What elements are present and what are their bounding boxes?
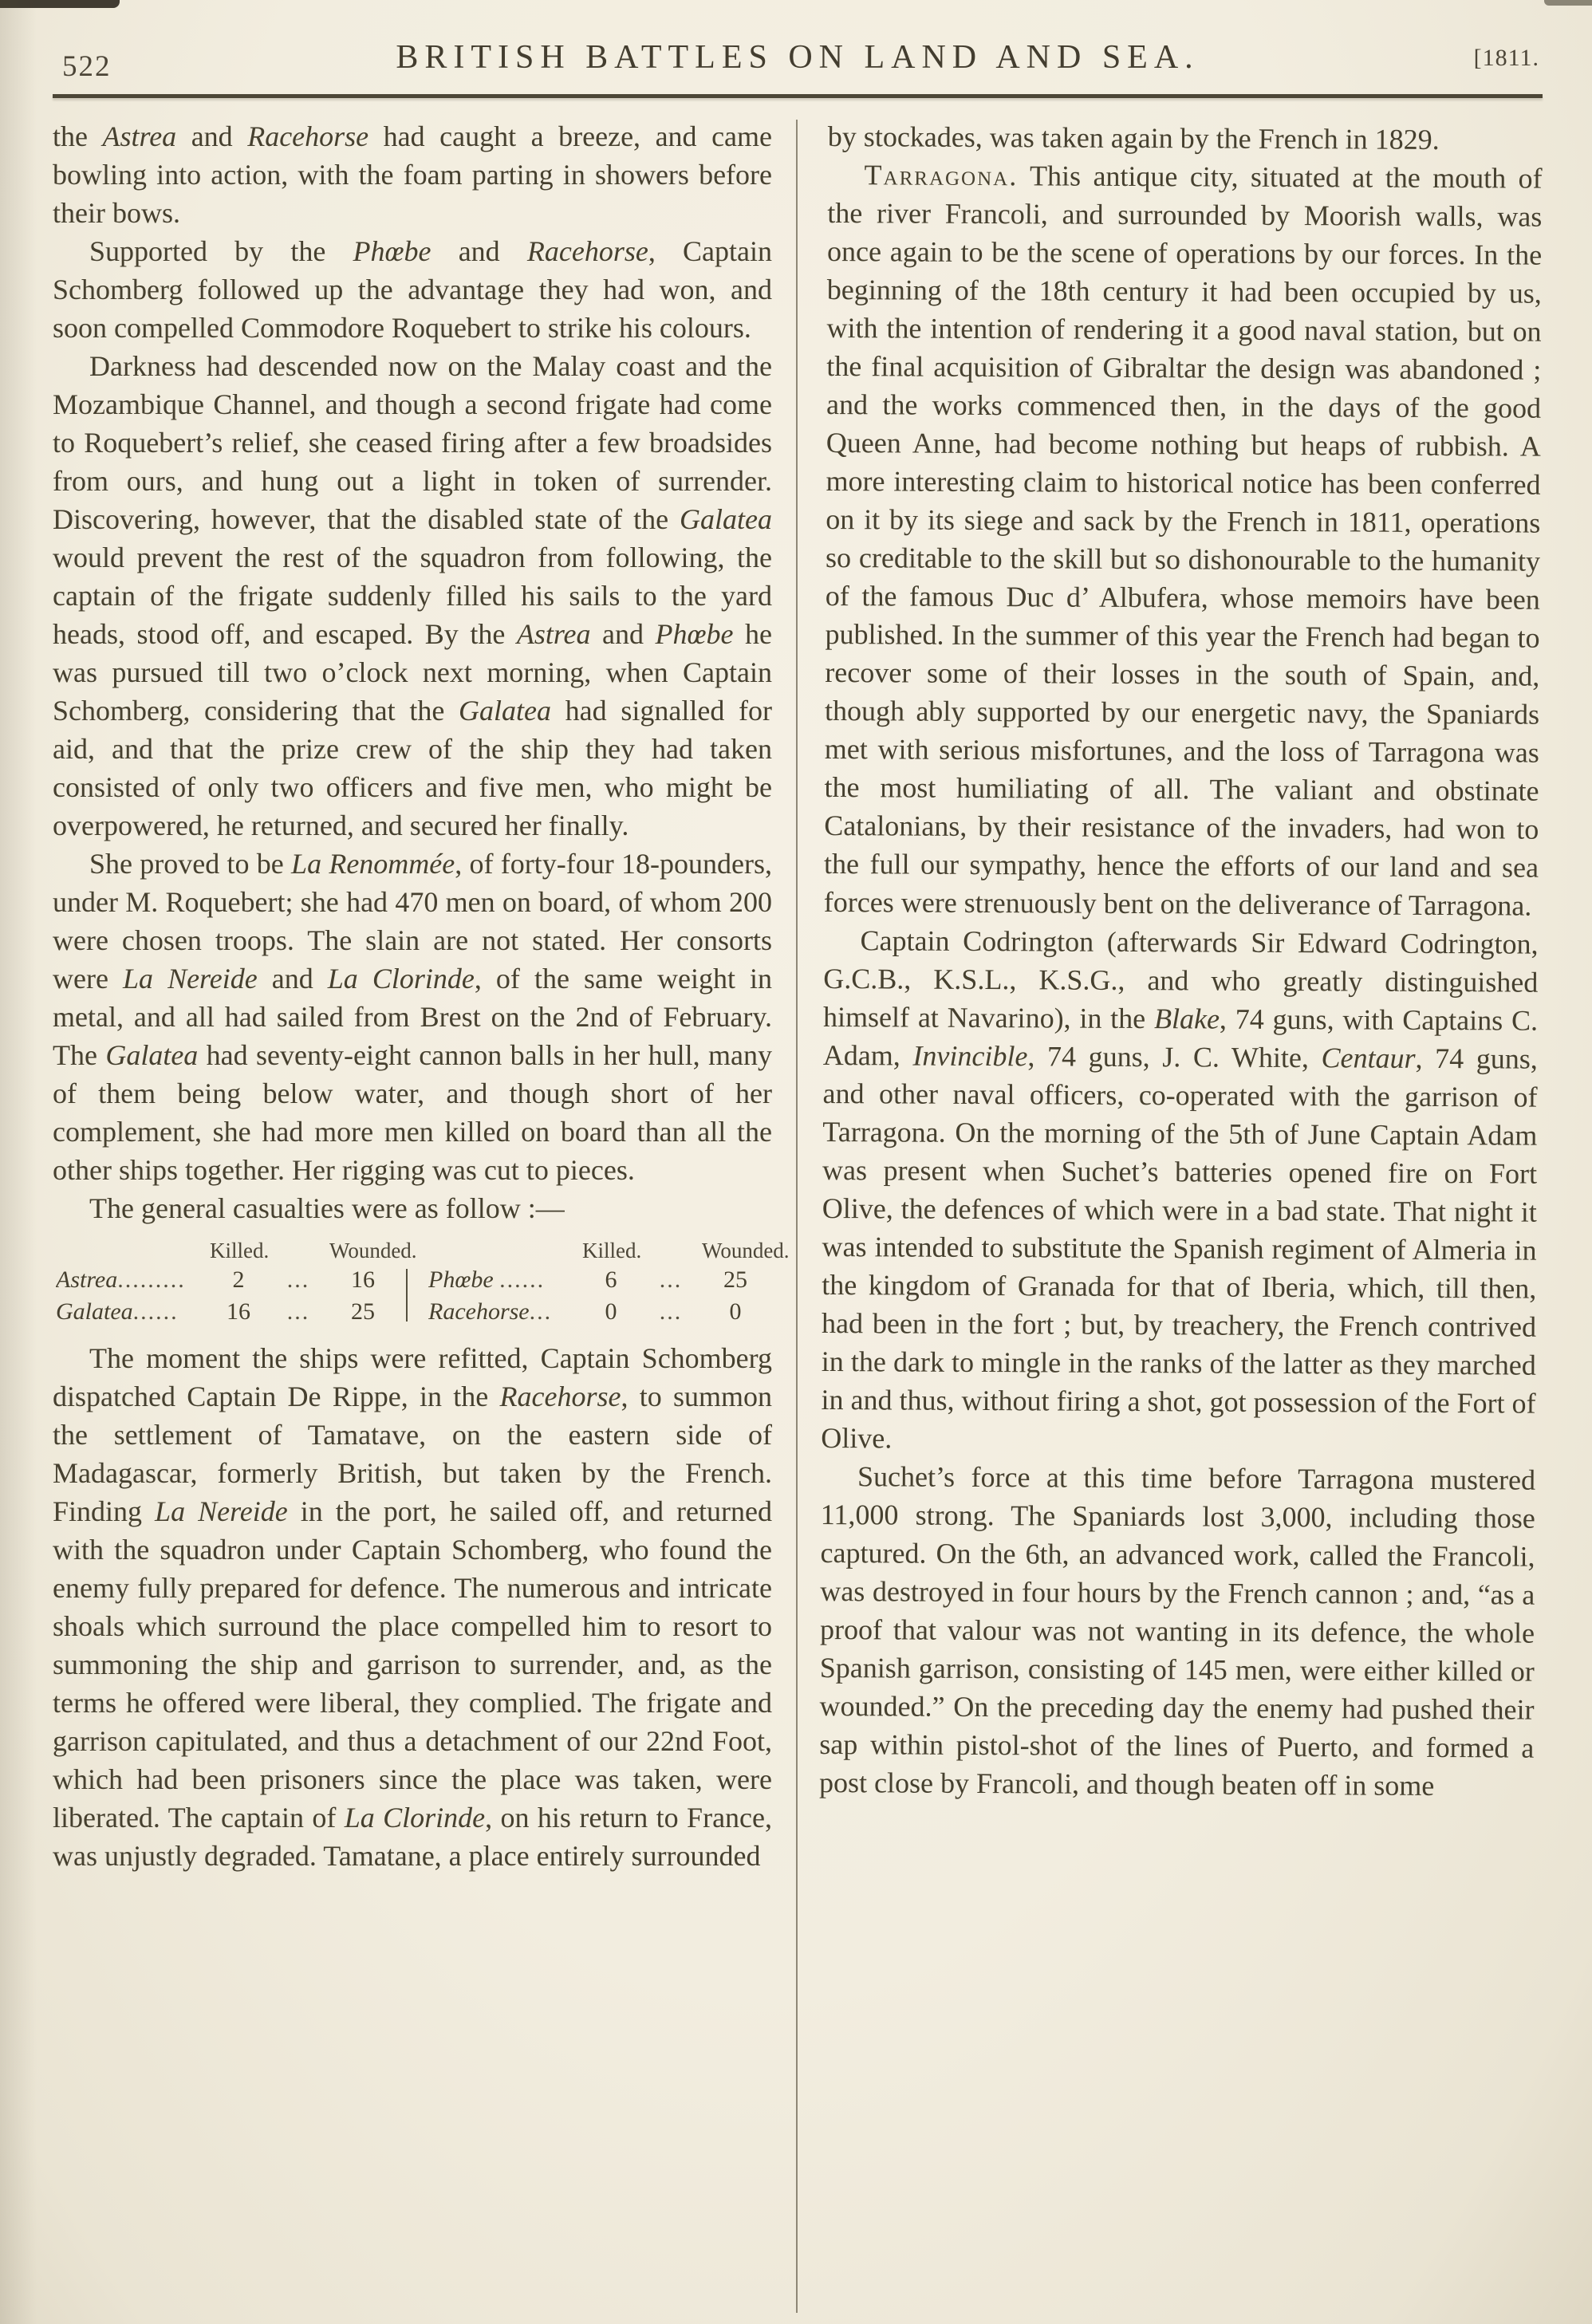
text-run: The moment the ships were refitted, Captain Schomberg dispatched Captain De Rippe, in the xyxy=(53,1342,772,1412)
text-run: by stockades, was taken again by the French in 1829. xyxy=(827,120,1440,156)
ship-name: La Clorinde xyxy=(327,963,475,995)
text-run: , to summon the settlement of Tamatave, on the eastern side of Madagascar, formerly British, but taken by the French. Finding xyxy=(53,1381,773,1527)
text-run: had seventy-eight cannon balls in her hull, many of them being below water, and though short of her complement, she had more men killed on board than all the other ships together. Her rigging was cut to pieces. xyxy=(53,1039,772,1186)
ship-name: Astrea xyxy=(516,618,591,650)
killed-value: 16 xyxy=(227,1298,250,1325)
ship-name: Blake xyxy=(1153,1002,1220,1035)
killed-value: 2 xyxy=(232,1266,245,1293)
leader-dots: ...... xyxy=(132,1298,179,1325)
paragraph xyxy=(53,845,772,1189)
wounded-header: Wounded. xyxy=(329,1239,417,1262)
separator-dots: ... xyxy=(659,1298,683,1325)
header-rule xyxy=(53,94,1543,98)
casualty-table-divider xyxy=(406,1269,408,1322)
killed-header: Killed. xyxy=(582,1239,642,1262)
text-run: and xyxy=(431,235,527,267)
ship-cell xyxy=(428,1296,582,1328)
leader-dots: ... xyxy=(529,1298,553,1325)
text-run: , Captain Schomberg followed up the advantage they had won, and soon compelled Commodore Roquebert to strike his colours. xyxy=(53,235,772,344)
ship-cell xyxy=(56,1264,210,1296)
scan-artifact xyxy=(1544,0,1592,6)
casualty-table xyxy=(53,1237,790,1328)
ship-name: Phœbe xyxy=(655,618,734,650)
casualty-table-right xyxy=(422,1237,790,1328)
casualty-row xyxy=(428,1296,769,1328)
text-run: She proved to be xyxy=(89,848,292,880)
casualty-table-left xyxy=(56,1237,417,1328)
casualty-table-header-row xyxy=(428,1237,790,1264)
ship-name: Phœbe xyxy=(353,235,431,267)
paragraph xyxy=(53,117,772,232)
text-run: Suchet’s force at this time before Tarragona mustered 11,000 strong. The Spaniards lost 3,000, including those captured. On the 6th, an advanced work, called the Francoli, was destroyed in four hours by the French cannon ; and, “as a proof that valour was not wanting in its defence, the whole Spanish garrison, consisting of 145 men, were either killed or wounded.” On the preceding day the enemy had pushed their sap within pistol-shot of the lines of Puerto, and formed a post close by Francoli, and though beaten off in some xyxy=(818,1460,1536,1802)
page-number: 522 xyxy=(62,50,112,83)
paragraph xyxy=(819,1457,1535,1806)
text-run: Darkness had descended now on the Malay coast and the Mozambique Channel, and though a second frigate had come to Roquebert’s relief, she ceased firing after a few broadsides from ours, and hung out a light in token of surrender. Discovering, however, that the disabled state of the xyxy=(53,350,772,535)
leader-dots: ......... xyxy=(117,1266,186,1293)
ship-name: Racehorse xyxy=(247,120,369,152)
wounded-header: Wounded. xyxy=(702,1239,790,1262)
ship-name: Racehorse xyxy=(526,235,648,267)
text-run: had caught a breeze, and came bowling into action, with the foam parting in showers before their bows. xyxy=(53,120,773,229)
ship-name: Galatea xyxy=(459,695,551,727)
paragraph xyxy=(821,921,1539,1461)
scan-artifact xyxy=(0,0,120,8)
killed-value: 6 xyxy=(605,1266,617,1293)
separator-dots: ... xyxy=(659,1266,683,1293)
casualties-intro-line xyxy=(53,1189,772,1227)
ship-name: La Renommée xyxy=(291,848,455,880)
ship-name: Racehorse xyxy=(428,1298,530,1325)
paragraph xyxy=(824,156,1543,925)
two-column-text xyxy=(53,117,1543,1875)
year-marker: [1811. xyxy=(1473,45,1539,71)
text-run: , 74 guns, with Captains C. Adam, xyxy=(822,1002,1539,1072)
text-run: had signalled for aid, and that the prize crew of the ship they had taken consisted of only two officers and five men, who might be overpowered, he returned, and secured her finally. xyxy=(53,695,772,841)
text-run: Supported by the xyxy=(89,235,353,267)
wounded-value: 25 xyxy=(723,1266,747,1293)
text-run: the xyxy=(53,120,103,152)
text-run: , on his return to France, was unjustly degraded. Tamatane, a place entirely surrounded xyxy=(53,1802,773,1872)
column-divider-rule xyxy=(796,120,798,2313)
leader-dots: ...... xyxy=(499,1266,546,1293)
wounded-value: 25 xyxy=(351,1298,375,1325)
section-heading: Tarragona. xyxy=(864,159,1019,192)
killed-value: 0 xyxy=(605,1298,617,1325)
text-run: , 74 guns, J. C. White, xyxy=(1027,1040,1322,1074)
ship-name: Astrea xyxy=(56,1266,118,1293)
ship-cell xyxy=(428,1264,582,1296)
ship-cell xyxy=(56,1296,210,1328)
ship-name: Centaur xyxy=(1321,1042,1416,1074)
ship-name: La Nereide xyxy=(123,963,258,995)
text-run: and xyxy=(590,618,656,650)
wounded-value: 0 xyxy=(729,1298,742,1325)
right-column xyxy=(798,117,1543,1875)
text-run: This antique city, situated at the mouth of the river Francoli, and surrounded by Moorish walls, was once again to be the scene of operations by our forces. In the beginning of the 18th century it had been occupied by us, with the intention of rendering it a good naval station, but on the final acquisition of Gibraltar the design was abandoned ; and the works commenced then, in the days of the good Queen Anne, had become nothing but heaps of rubbish. A more interesting claim to historical notice has been conferred on it by its siege and sack by the French in 1811, operations so creditable to the skill but so dishonourable to the humanity of the famous Duc d’ Albufera, whose memoirs have been published. In the summer of this year the French had began to recover some of their losses in the south of Spain, and, though ably supported by our energetic navy, the Spaniards met with serious misfortunes, and the loss of Tarragona was the most humiliating of all. The valiant and obstinate Catalonians, by their resistance of the invaders, had won to the full our sympathy, hence the efforts of our land and sea forces were strenuously bent on the deliverance of Tarragona. xyxy=(823,160,1543,922)
text-run: he was pursued till two o’clock next morning, when Captain Schomberg, considering that the xyxy=(53,618,773,727)
ship-name: La Nereide xyxy=(155,1495,288,1527)
paragraph xyxy=(53,1339,772,1875)
casualty-row xyxy=(56,1296,396,1328)
text-run: and xyxy=(257,963,328,995)
ship-name: Galatea xyxy=(105,1039,199,1071)
casualty-table-header-row xyxy=(56,1237,417,1264)
page-title: BRITISH BATTLES ON LAND AND SEA. xyxy=(396,39,1200,76)
casualty-row xyxy=(428,1264,769,1296)
ship-name: Galatea xyxy=(56,1298,133,1325)
text-run: The general casualties were as follow :— xyxy=(89,1192,565,1224)
paragraph xyxy=(53,347,772,845)
killed-header: Killed. xyxy=(210,1239,270,1262)
paragraph xyxy=(53,232,772,347)
text-run: , 74 guns, and other naval officers, co-operated with the garrison of Tarragona. On the morning of the 5th of June Captain Adam was present when Suchet’s batteries opened fire on Fort Olive, the defences of which were in a bad state. That night it was intended to substitute the Spanish regiment of Almeria in the kingdom of Granada for that of Iberia, which, till then, had been in the fort ; but, by treachery, the French contrived in the dark to mingle in the ranks of the latter as they marched in and thus, without firing a shot, got possession of the Fort of Olive. xyxy=(821,1042,1538,1455)
text-run: Captain Codrington (afterwards Sir Edward Codrington, G.C.B., K.S.L., K.S.G., and who greatly distinguished himself at Navarino), in the xyxy=(822,924,1539,1035)
ship-name: La Clorinde xyxy=(344,1802,486,1834)
left-column xyxy=(53,117,798,1875)
ship-name: Phœbe xyxy=(428,1266,494,1293)
separator-dots: ... xyxy=(286,1266,310,1293)
paragraph xyxy=(828,117,1543,160)
ship-name: Astrea xyxy=(102,120,177,152)
ship-name: Racehorse xyxy=(499,1381,621,1412)
ship-name: Galatea xyxy=(680,503,772,535)
text-run: would prevent the rest of the squadron from following, the captain of the frigate suddenly filled his sails to the yard heads, stood off, and escaped. By the xyxy=(53,542,772,650)
text-run: , of the same weight in metal, and all had sailed from Brest on the 2nd of February. The xyxy=(53,963,773,1071)
separator-dots: ... xyxy=(286,1298,310,1325)
text-run: in the port, he sailed off, and returned with the squadron under Captain Schomberg, who found the enemy fully prepared for defence. The numerous and intricate shoals which surround the place compelled him to resort to summoning the ship and garrison to surrender, and, as the terms he offered were liberal, they complied. The frigate and garrison capitulated, and thus a detachment of our 22nd Foot, which had been prisoners since the place was taken, were liberated. The captain of xyxy=(53,1495,772,1834)
scan-shadow xyxy=(0,0,37,2324)
wounded-value: 16 xyxy=(351,1266,375,1293)
casualty-row xyxy=(56,1264,396,1296)
page-header xyxy=(53,32,1543,94)
text-run: and xyxy=(176,120,248,152)
right-column-content xyxy=(819,117,1543,1806)
text-run: , of forty-four 18-pounders, under M. Roquebert; she had 470 men on board, of whom 200 were chosen troops. The slain are not stated. Her consorts were xyxy=(53,848,772,995)
ship-name: Invincible xyxy=(912,1039,1028,1073)
